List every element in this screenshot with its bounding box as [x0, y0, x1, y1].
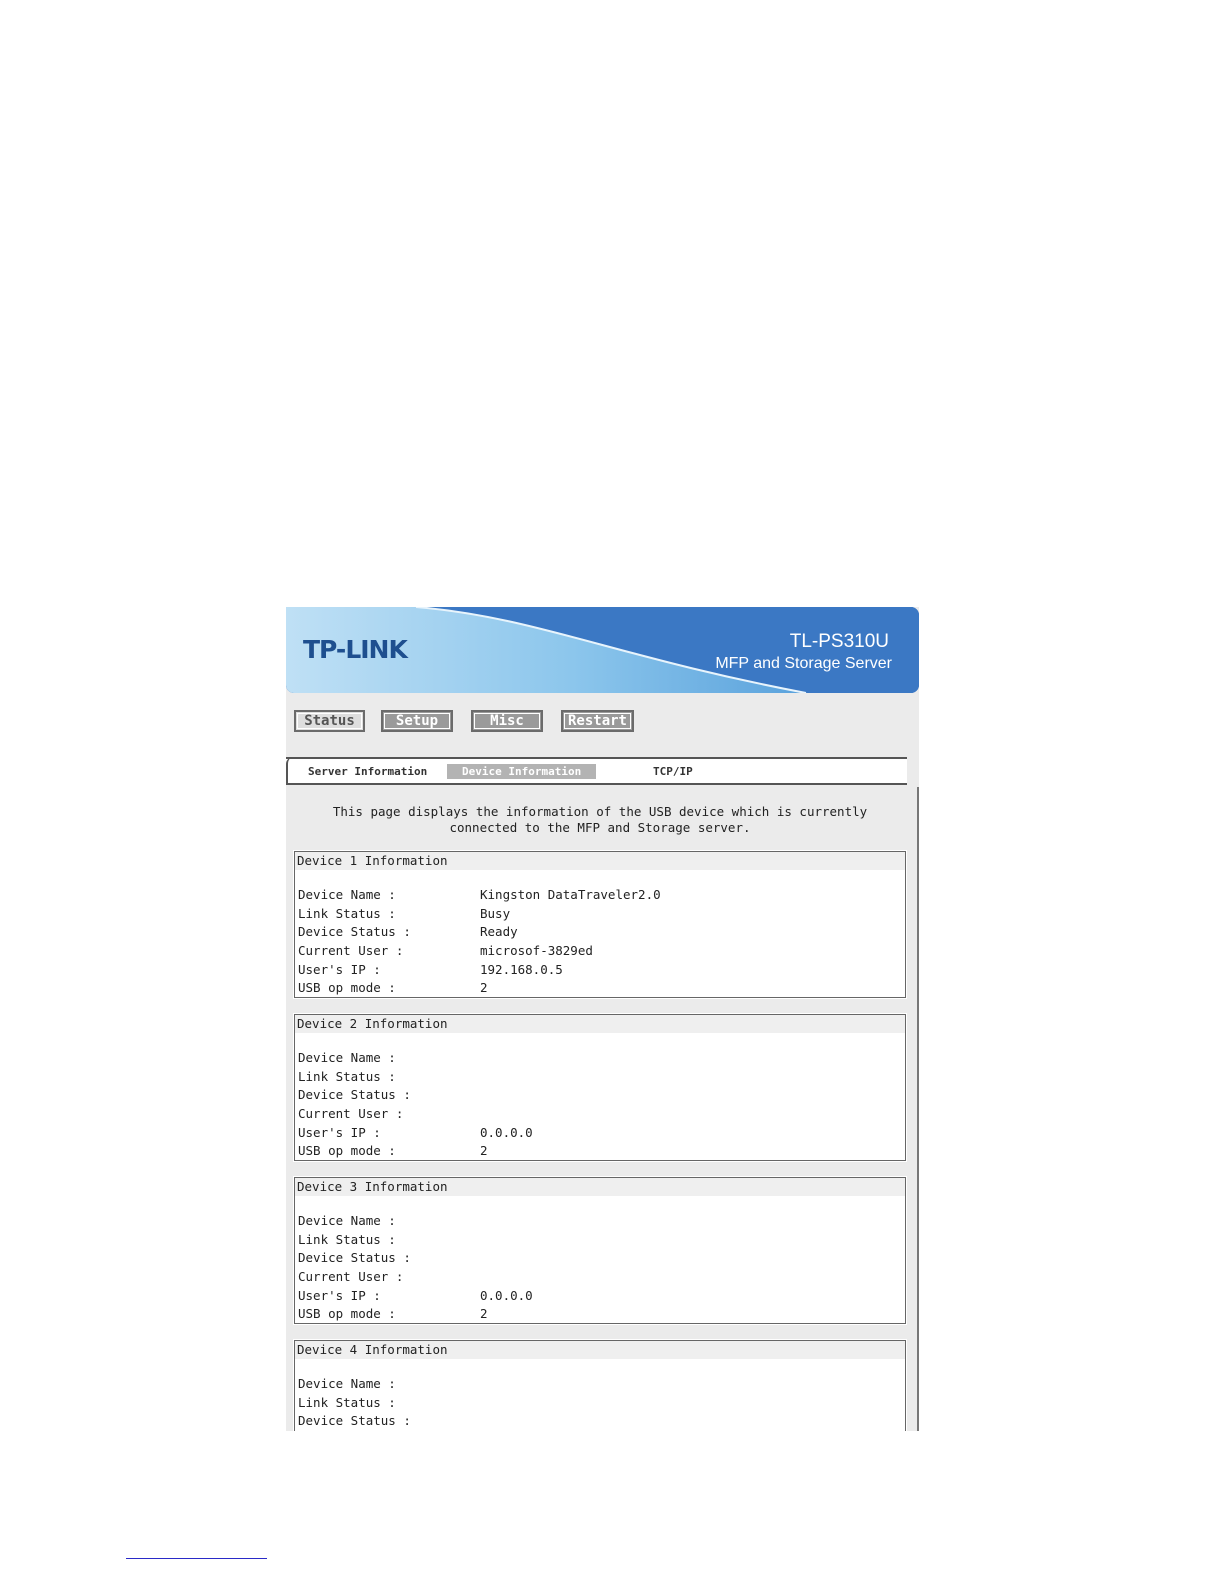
link-status-row [295, 1394, 905, 1413]
tab-tcp-ip[interactable]: TCP/IP [653, 765, 693, 778]
current-user-row [295, 942, 905, 961]
field-value: 2 [480, 1143, 488, 1159]
device-panel-title: Device 2 Information [295, 1015, 905, 1033]
field-label: Current User : [298, 943, 404, 959]
field-label: Device Name : [298, 1213, 396, 1228]
device-2-panel [294, 1014, 906, 1161]
usb-op-mode-row [295, 979, 905, 998]
field-label: Device Status : [298, 1250, 411, 1266]
field-value: 2 [480, 980, 488, 996]
header-banner [286, 607, 919, 693]
link-status-row [295, 1231, 905, 1250]
device-name-row [295, 1049, 905, 1068]
current-user-row [295, 1105, 905, 1124]
user-ip-row [295, 1287, 905, 1306]
field-label: USB op mode : [298, 1143, 396, 1159]
page-description: This page displays the information of the USB device which is currently connected to the MFP and Storage server. [332, 804, 868, 835]
field-value: 0.0.0.0 [480, 1287, 533, 1303]
user-ip-row [295, 1124, 905, 1143]
product-subtitle: MFP and Storage Server [715, 655, 892, 672]
model-title: TL-PS310U [789, 631, 889, 652]
field-value: 192.168.0.5 [480, 961, 563, 977]
field-label: Device Name : [298, 1050, 396, 1065]
field-label: Device Name : [298, 1376, 396, 1391]
device-status-row [295, 1249, 905, 1268]
tab-device-information[interactable]: Device Information [447, 764, 596, 779]
field-label: Current User : [298, 1106, 404, 1122]
field-value: Ready [480, 924, 518, 940]
sub-navigation [286, 757, 907, 785]
device-name-row [295, 1375, 905, 1394]
router-admin-page [286, 607, 919, 1431]
field-label: Link Status : [298, 905, 396, 921]
field-label: User's IP : [298, 1287, 381, 1303]
setup-button[interactable]: Setup [381, 710, 453, 732]
field-label: Link Status : [298, 1068, 396, 1084]
field-value: Busy [480, 905, 511, 921]
field-label: Device Status : [298, 924, 411, 940]
field-label: Current User : [298, 1269, 404, 1285]
device-status-row [295, 1086, 905, 1105]
device-panel-title: Device 4 Information [295, 1341, 905, 1359]
restart-button[interactable]: Restart [561, 710, 634, 732]
field-label: User's IP : [298, 961, 381, 977]
device-3-panel [294, 1177, 906, 1324]
usb-op-mode-row [295, 1305, 905, 1324]
field-label: Device Status : [298, 1087, 411, 1103]
device-status-row [295, 1412, 905, 1431]
usb-op-mode-row [295, 1142, 905, 1161]
footnote-rule [126, 1558, 267, 1559]
device-4-panel [294, 1340, 906, 1431]
status-button[interactable]: Status [294, 710, 365, 732]
field-label: USB op mode : [298, 980, 396, 996]
field-label: Link Status : [298, 1231, 396, 1247]
brand-logo: TP-LINK [303, 635, 407, 664]
field-label: USB op mode : [298, 1306, 396, 1322]
device-status-row [295, 923, 905, 942]
current-user-row [295, 1268, 905, 1287]
field-label: User's IP : [298, 1124, 381, 1140]
misc-button[interactable]: Misc [471, 710, 543, 732]
field-value: 2 [480, 1306, 488, 1322]
device-1-panel [294, 851, 906, 998]
field-value: Kingston DataTraveler2.0 [480, 887, 661, 902]
field-label: Device Name : [298, 887, 396, 902]
field-label: Device Status : [298, 1413, 411, 1429]
tab-server-information[interactable]: Server Information [308, 765, 428, 778]
field-value: microsof-3829ed [480, 943, 593, 959]
user-ip-row [295, 961, 905, 980]
device-panel-title: Device 1 Information [295, 852, 905, 870]
field-label: Link Status : [298, 1394, 396, 1410]
link-status-row [295, 1068, 905, 1087]
field-value: 0.0.0.0 [480, 1124, 533, 1140]
link-status-row [295, 905, 905, 924]
device-name-row [295, 886, 905, 905]
device-panel-title: Device 3 Information [295, 1178, 905, 1196]
main-toolbar [286, 693, 919, 759]
device-name-row [295, 1212, 905, 1231]
